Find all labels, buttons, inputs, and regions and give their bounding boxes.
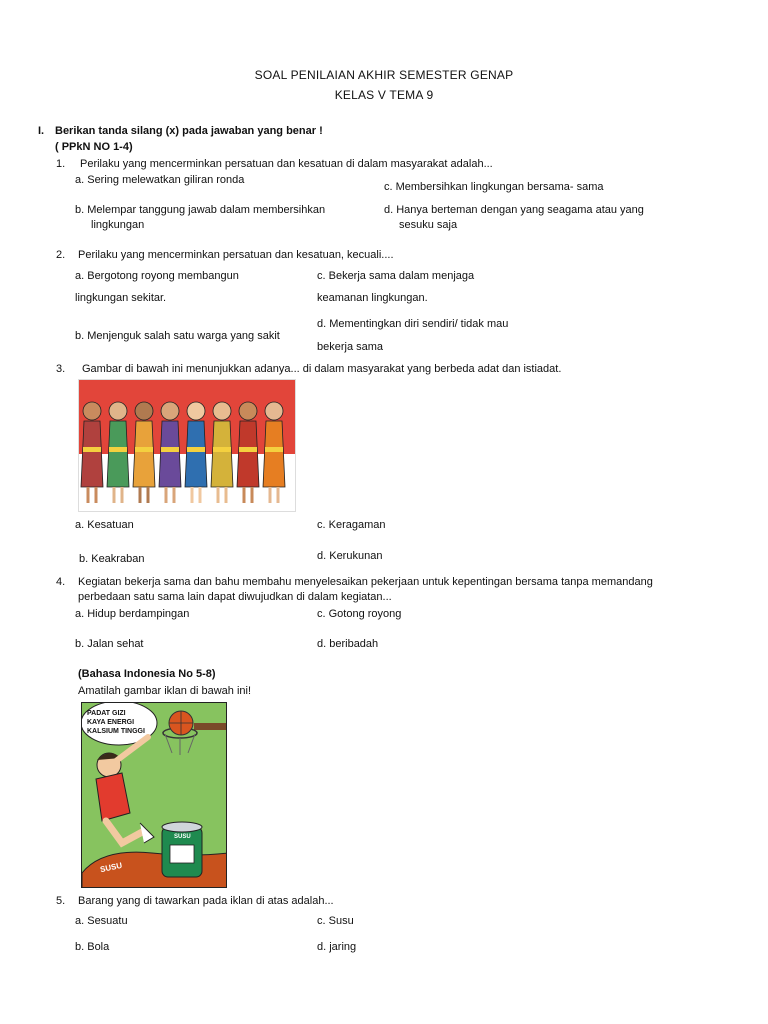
option-c[interactable]: c. Keragaman xyxy=(317,519,386,531)
option-a[interactable]: a. Kesatuan xyxy=(75,519,134,531)
bahasa-instruction: Amatilah gambar iklan di bawah ini! xyxy=(78,685,252,697)
question-text: Barang yang di tawarkan pada iklan di atas adalah... xyxy=(78,895,334,907)
option-c[interactable]: c. Bekerja sama dalam menjaga xyxy=(317,270,475,282)
option-b-cont: lingkungan xyxy=(91,219,145,231)
milk-advertisement-image xyxy=(81,702,227,888)
subject-label: ( PPkN NO 1-4) xyxy=(55,141,133,153)
question-text: Perilaku yang mencerminkan persatuan dan kesatuan di dalam masyarakat adalah... xyxy=(80,158,493,170)
ad-slogan-line: KAYA ENERGI xyxy=(87,719,135,726)
option-c[interactable]: c. Gotong royong xyxy=(317,608,402,620)
section-number: I. xyxy=(38,125,45,137)
page-subtitle: KELAS V TEMA 9 xyxy=(334,88,434,102)
question-number: 1. xyxy=(56,158,66,170)
option-d-cont: sesuku saja xyxy=(399,219,458,231)
can-label: SUSU xyxy=(174,834,191,840)
option-d[interactable]: d. Hanya berteman dengan yang seagama atau yang xyxy=(384,204,644,216)
page-title: SOAL PENILAIAN AKHIR SEMESTER GENAP xyxy=(254,68,514,82)
question-text: Gambar di bawah ini menunjukkan adanya... di dalam masyarakat yang berbeda adat dan istiadat. xyxy=(82,363,562,375)
option-d[interactable]: d. Kerukunan xyxy=(317,550,383,562)
option-c-cont: keamanan lingkungan. xyxy=(317,292,428,304)
ad-slogan-line: KALSIUM TINGGI xyxy=(87,728,145,735)
question-number: 5. xyxy=(56,895,66,907)
question-number: 2. xyxy=(56,249,66,261)
ad-slogan-line: PADAT GIZI xyxy=(87,710,126,717)
question-number: 3. xyxy=(56,363,66,375)
question-text: Perilaku yang mencerminkan persatuan dan kesatuan, kecuali.... xyxy=(78,249,394,261)
cultural-diversity-illustration xyxy=(78,379,296,512)
section-instruction: Berikan tanda silang (x) pada jawaban yang benar ! xyxy=(55,125,323,137)
question-number: 4. xyxy=(56,576,66,588)
option-d[interactable]: d. Mementingkan diri sendiri/ tidak mau xyxy=(317,318,509,330)
option-a-cont: lingkungan sekitar. xyxy=(75,292,167,304)
option-d[interactable]: d. jaring xyxy=(317,941,357,953)
option-c[interactable]: c. Susu xyxy=(317,915,354,927)
option-a[interactable]: a. Sering melewatkan giliran ronda xyxy=(75,174,245,186)
option-b[interactable]: b. Melempar tanggung jawab dalam membersihkan xyxy=(75,204,326,216)
option-b[interactable]: b. Keakraban xyxy=(79,553,145,565)
question-text-cont: perbedaan satu sama lain dapat diwujudkan di dalam kegiatan... xyxy=(78,591,392,603)
option-b[interactable]: b. Bola xyxy=(75,941,110,953)
ground-label: SUSU xyxy=(99,860,123,875)
option-b[interactable]: b. Menjenguk salah satu warga yang sakit xyxy=(75,330,280,342)
option-a[interactable]: a. Bergotong royong membangun xyxy=(75,270,239,282)
option-b[interactable]: b. Jalan sehat xyxy=(75,638,144,650)
option-a[interactable]: a. Hidup berdampingan xyxy=(75,608,190,620)
question-text: Kegiatan bekerja sama dan bahu membahu menyelesaikan pekerjaan untuk kepentingan bersama tanpa memandang xyxy=(78,576,653,588)
option-c[interactable]: c. Membersihkan lingkungan bersama- sama xyxy=(384,181,604,193)
option-d[interactable]: d. beribadah xyxy=(317,638,379,650)
option-a[interactable]: a. Sesuatu xyxy=(75,915,128,927)
option-d-cont: bekerja sama xyxy=(317,341,384,353)
bahasa-heading: (Bahasa Indonesia No 5-8) xyxy=(78,668,216,680)
